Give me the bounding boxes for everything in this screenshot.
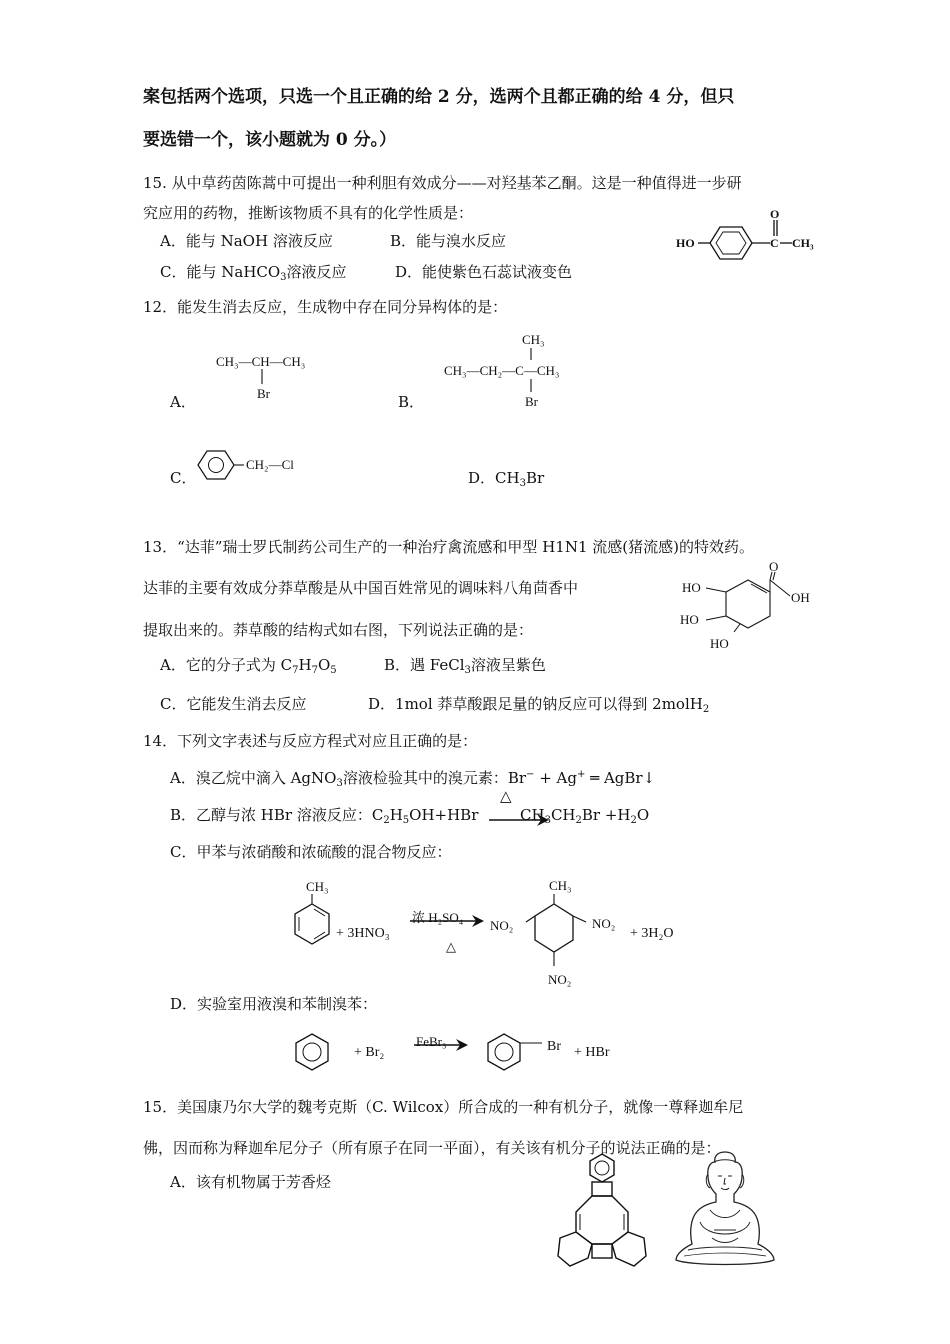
- q14c-condition-top: 浓 H₂SO₄: [412, 910, 464, 925]
- q14c-toluene-ch3: CH₃: [306, 879, 329, 894]
- q12-option-d: D．$CH_3Br$: [468, 469, 545, 489]
- shikimic-oh: OH: [791, 590, 810, 605]
- q15a-stem-1: 15. 从中草药茵陈蒿中可提出一种利胆有效成分——对羟基苯乙酮。这是一种值得进一步研: [143, 174, 742, 192]
- q14b-heat-symbol: △: [500, 787, 512, 805]
- q15b-stem-2: 佛，因而称为释迦牟尼分子（所有原子在同一平面），有关该有机分子的说法正确的是：: [143, 1139, 721, 1157]
- q12-structure-a: [200, 350, 330, 400]
- q14b-product: $CH_3CH_2Br +H_2O$: [520, 806, 650, 826]
- q12-structure-b: [430, 330, 600, 410]
- q15b-option-a: A．该有机物属于芳香烃: [170, 1173, 331, 1191]
- hydroxyacetophenone-structure: [676, 208, 836, 268]
- q14-stem: 14．下列文字表述与反应方程式对应且正确的是：: [143, 732, 478, 750]
- q12a-br: Br: [257, 386, 270, 401]
- q12b-br: Br: [525, 394, 538, 409]
- q14c-condition-bottom: △: [446, 939, 456, 954]
- q14c-product-ch3: CH₃: [549, 878, 572, 893]
- q15a-option-b: B．能与溴水反应: [390, 232, 507, 250]
- shikimic-acid-structure: [676, 560, 826, 650]
- buddha-figure-drawing: [670, 1150, 780, 1268]
- intro-line-1: 案包括两个选项，只选一个且正确的给 2 分，选两个且都正确的给 4 分，但只: [143, 87, 735, 107]
- q14c-no2-right: NO₂: [592, 916, 616, 931]
- q14-option-c: C．甲苯与浓硝酸和浓硫酸的混合物反应：: [170, 843, 452, 861]
- q13-stem-2: 达菲的主要有效成分莽草酸是从中国百姓常见的调味料八角茴香中: [143, 579, 579, 597]
- q14d-br: Br: [547, 1039, 561, 1054]
- q14d-hbr: + HBr: [574, 1045, 610, 1060]
- q14d-bromination-equation: [290, 1028, 650, 1078]
- q12b-chain: CH₃—CH₂—C—CH₃: [444, 363, 560, 378]
- q12-option-a-label: A．: [170, 393, 196, 411]
- q15b-stem-1: 15．美国康乃尔大学的魏考克斯（C. Wilcox）所合成的一种有机分子，就像一尊释迦牟尼: [143, 1098, 744, 1116]
- q14c-no2-bottom: NO₂: [548, 972, 572, 987]
- q15a-stem-2: 究应用的药物，推断该物质不具有的化学性质是：: [143, 204, 474, 222]
- q14c-nitration-equation: [290, 874, 710, 994]
- shikimic-o: O: [769, 559, 779, 574]
- shikimic-ho-1: HO: [682, 580, 701, 595]
- q14-option-d: D．实验室用液溴和苯制溴苯：: [170, 995, 378, 1013]
- intro-line-2: 要选错一个，该小题就为 0 分。）: [143, 130, 397, 150]
- q15a-option-c: C．能与 NaHCO$_3$溶液反应: [160, 263, 347, 283]
- shikimic-ho-3: HO: [710, 636, 729, 651]
- q14c-reagent: + 3HNO₃: [336, 926, 390, 941]
- q12-structure-c: [196, 447, 336, 487]
- q13-stem-3: 提取出来的。莽草酸的结构式如右图，下列说法正确的是：: [143, 621, 534, 639]
- q13-option-a: A．它的分子式为 $C_7H_7O_5$: [160, 656, 337, 676]
- q12c-tail: CH₂—Cl: [246, 457, 294, 472]
- q15a-option-a: A．能与 NaOH 溶液反应: [160, 232, 333, 250]
- q13-option-b: B．遇 FeCl$_3$溶液呈紫色: [384, 656, 546, 676]
- q12-option-c-label: C．: [170, 469, 197, 487]
- q12-stem: 12．能发生消去反应，生成物中存在同分异构体的是：: [143, 298, 508, 316]
- q14-option-a: A．溴乙烷中滴入 AgNO$_3$溶液检验其中的溴元素：Br− + Ag+ ═ AgBr↓: [170, 769, 656, 789]
- q12-option-b-label: B．: [398, 393, 425, 411]
- struct-ho-label: HO: [676, 236, 695, 250]
- struct-c-label: C: [770, 236, 779, 250]
- q12b-top-ch3: CH₃: [522, 332, 545, 347]
- struct-ch3-label: CH₃: [792, 236, 814, 250]
- q14c-no2-left: NO₂: [490, 918, 514, 933]
- buddha-molecule-structure: [552, 1152, 652, 1270]
- q13-option-d: D．1mol 莽草酸跟足量的钠反应可以得到 2molH$_2$: [368, 695, 710, 715]
- q14c-water: + 3H₂O: [630, 926, 674, 941]
- q13-option-c: C．它能发生消去反应: [160, 695, 307, 713]
- shikimic-ho-2: HO: [680, 612, 699, 627]
- struct-o-label: O: [770, 207, 780, 221]
- q14d-br2: + Br₂: [354, 1045, 385, 1060]
- q14d-catalyst: FeBr₃: [416, 1034, 447, 1049]
- q12a-chain: CH₃—CH—CH₃: [216, 354, 306, 369]
- q14-option-b: B．乙醇与浓 HBr 溶液反应：$C_2H_5OH+HBr$: [170, 806, 479, 826]
- q15a-option-d: D．能使紫色石蕊试液变色: [395, 263, 573, 281]
- q13-stem-1: 13．“达菲”瑞士罗氏制药公司生产的一种治疗禽流感和甲型 H1N1 流感(猪流感)的特效药。: [143, 538, 754, 556]
